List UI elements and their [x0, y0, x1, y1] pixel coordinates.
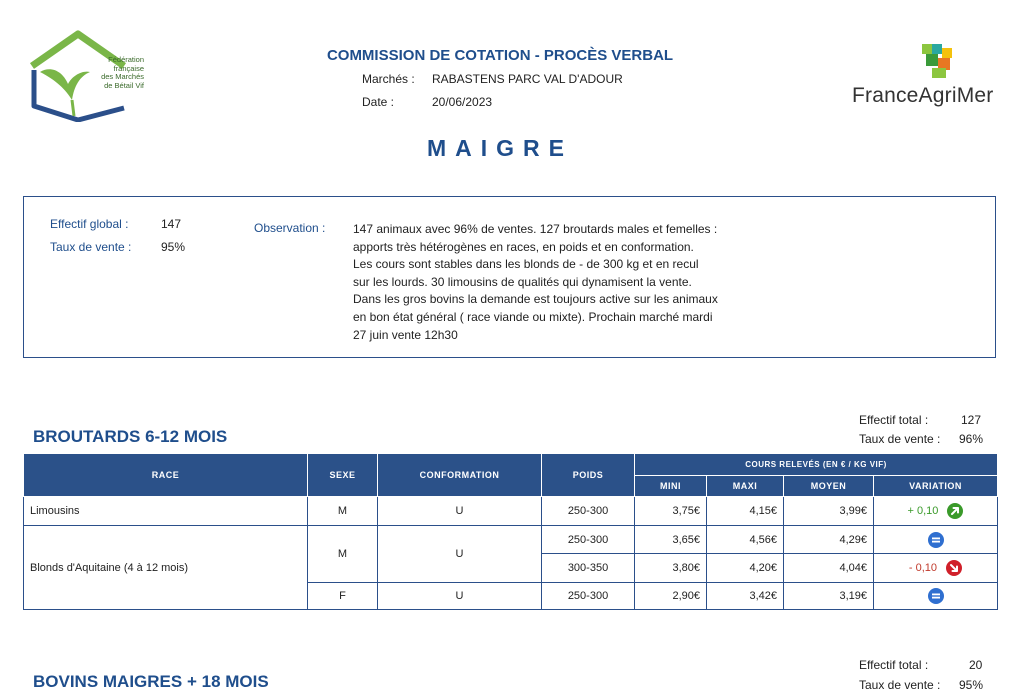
effectif-global-value: 147 [161, 217, 182, 231]
arrow-down-right-icon [946, 560, 962, 576]
header-moyen: MOYEN [784, 476, 874, 497]
equal-circle-icon [928, 588, 944, 604]
variation-value: - 0,10 [908, 561, 938, 574]
cell-maxi: 4,15€ [707, 497, 784, 526]
cell-poids: 250-300 [542, 497, 635, 526]
header-poids: POIDS [542, 454, 635, 497]
cell-mini: 3,80€ [635, 554, 707, 583]
cell-variation [874, 526, 998, 554]
equal-circle-icon [928, 532, 944, 548]
cell-poids: 250-300 [542, 526, 635, 554]
franceagrimer-logo-mark [918, 42, 962, 82]
observation-label: Observation : [254, 221, 326, 235]
cell-poids: 250-300 [542, 583, 635, 610]
table-row [24, 497, 998, 526]
cell-maxi: 4,56€ [707, 526, 784, 554]
variation-value: + 0,10 [907, 504, 939, 517]
cell-conformation: U [378, 583, 542, 610]
observation-text: 147 animaux avec 96% de ventes. 127 broutards males et femelles : apports très hétérogènes en races, en poids et en conformation. Les cours sont stables dans les blonds de - de 300 kg et en recul sur les lourds. 30 limousins de qualités qui dynamisent la vente. Dans les gros bovins la demande est toujours active sur les animaux en bon état général ( race viande ou mixte). Prochain marché mardi 27 juin vente 12h30 [353, 222, 718, 342]
bovins-title: BOVINS MAIGRES + 18 MOIS [33, 672, 269, 691]
date-value: 20/06/2023 [432, 95, 493, 109]
cell-race: Blonds d'Aquitaine (4 à 12 mois) [24, 526, 308, 610]
cell-variation [874, 554, 998, 583]
cell-variation [874, 497, 998, 526]
cell-conformation: U [378, 497, 542, 526]
cell-poids: 300-350 [542, 554, 635, 583]
cell-mini: 3,65€ [635, 526, 707, 554]
franceagrimer-logo-text: FranceAgriMer [852, 84, 994, 107]
cell-variation [874, 583, 998, 610]
cell-mini: 2,90€ [635, 583, 707, 610]
category-title: MAIGRE [427, 135, 573, 161]
taux-vente-label: Taux de vente : [50, 240, 132, 254]
market-label: Marchés : [362, 72, 415, 86]
cell-moyen: 3,99€ [784, 497, 874, 526]
cell-moyen: 4,29€ [784, 526, 874, 554]
header-race: RACE [24, 454, 308, 497]
broutards-table [23, 453, 998, 610]
bovins-effectif-value: 20 [969, 658, 983, 672]
taux-vente-value: 95% [161, 240, 186, 254]
effectif-global-label: Effectif global : [50, 217, 129, 231]
broutards-effectif-value: 127 [961, 413, 982, 427]
cell-maxi: 3,42€ [707, 583, 784, 610]
cell-sexe: M [308, 526, 378, 583]
table-row [24, 526, 998, 554]
date-label: Date : [362, 95, 395, 109]
cell-maxi: 4,20€ [707, 554, 784, 583]
bovins-effectif-label: Effectif total : [859, 658, 929, 672]
cell-moyen: 3,19€ [784, 583, 874, 610]
document-title: COMMISSION DE COTATION - PROCÈS VERBAL [326, 47, 674, 64]
ffmbv-logo-text: Fédération française des Marchés de Bétail Vif [101, 55, 144, 90]
broutards-taux-label: Taux de vente : [859, 432, 941, 446]
cell-mini: 3,75€ [635, 497, 707, 526]
broutards-title: BROUTARDS 6-12 MOIS [33, 427, 228, 446]
bovins-taux-label: Taux de vente : [859, 678, 941, 692]
header-maxi: MAXI [707, 476, 784, 497]
bovins-taux-value: 95% [959, 678, 984, 692]
cell-sexe: M [308, 497, 378, 526]
header-mini: MINI [635, 476, 707, 497]
cell-race: Limousins [24, 497, 308, 526]
header-variation: VARIATION [874, 476, 998, 497]
arrow-up-right-icon [947, 503, 963, 519]
broutards-effectif-label: Effectif total : [859, 413, 929, 427]
cell-conformation: U [378, 526, 542, 583]
broutards-taux-value: 96% [959, 432, 984, 446]
cell-sexe: F [308, 583, 378, 610]
cell-moyen: 4,04€ [784, 554, 874, 583]
market-value: RABASTENS PARC VAL D'ADOUR [432, 72, 623, 86]
header-conformation: CONFORMATION [378, 454, 542, 497]
header-cours: COURS RELEVÉS (EN € / KG VIF) [635, 454, 998, 476]
header-sexe: SEXE [308, 454, 378, 497]
